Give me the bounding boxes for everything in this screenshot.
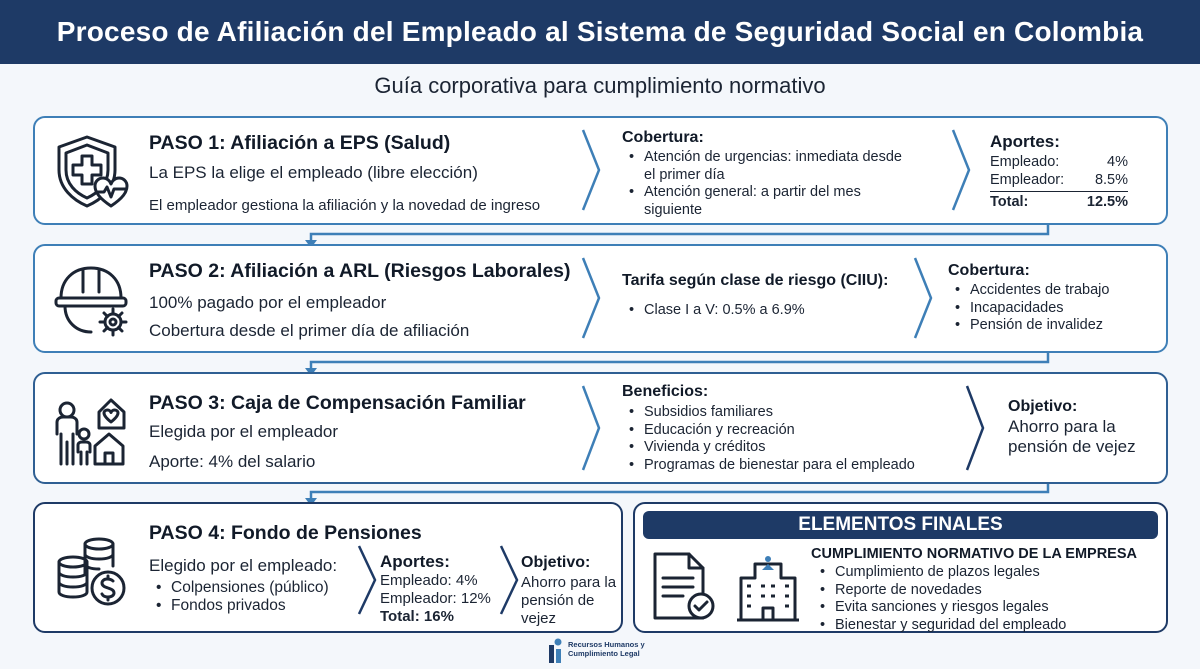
chevron-right-icon xyxy=(911,256,935,340)
step2-rate-title: Tarifa según clase de riesgo (CIIU): xyxy=(622,272,889,289)
list-item: • Educación y recreación xyxy=(622,422,962,440)
step1-card xyxy=(33,116,1168,225)
step2-coverage-list xyxy=(948,282,1158,335)
list-item: • Fondos privados xyxy=(149,597,359,615)
contribution-total: Total: 12.5% xyxy=(990,191,1128,210)
chevron-right-icon xyxy=(579,128,603,212)
step3-objective-title: Objetivo: xyxy=(1008,398,1078,415)
page-title: Proceso de Afiliación del Empleado al Sistema de Seguridad Social en Colombia xyxy=(56,16,1144,47)
step2-coverage-title: Cobertura: xyxy=(948,262,1030,279)
list-item: • Pensión de invalidez xyxy=(948,317,1158,335)
step1-line2: El empleador gestiona la afiliación y la novedad de ingreso xyxy=(149,197,541,214)
step2-line2: Cobertura desde el primer día de afiliación xyxy=(149,321,470,340)
list-item: • Reporte de novedades xyxy=(813,582,1153,600)
page-subtitle: Guía corporativa para cumplimiento normativo xyxy=(374,73,826,98)
step4-objective-line: pensión de xyxy=(521,592,595,609)
step3-title: PASO 3: Caja de Compensación Familiar xyxy=(149,392,526,414)
step4-options-list xyxy=(149,579,359,614)
chevron-right-icon xyxy=(355,544,379,616)
chevron-right-icon xyxy=(497,544,521,616)
step4-objective-title: Objetivo: xyxy=(521,554,591,571)
connector-2-3 xyxy=(311,353,1048,371)
step4-card xyxy=(33,502,623,633)
list-item: • Cumplimiento de plazos legales xyxy=(813,564,1153,582)
list-item: • Incapacidades xyxy=(948,300,1158,318)
step1-coverage-list xyxy=(622,149,952,219)
step2-card xyxy=(33,244,1168,353)
step3-line2: Aporte: 4% del salario xyxy=(149,452,316,471)
coins-dollar-icon xyxy=(53,532,133,610)
list-item: • Vivienda y créditos xyxy=(622,439,962,457)
connector-1-2 xyxy=(311,225,1048,243)
chevron-right-icon xyxy=(949,128,973,212)
step4-objective-line: vejez xyxy=(521,610,557,627)
footer-logo-line: Cumplimiento Legal xyxy=(568,649,640,658)
step4-objective-line: Ahorro para la xyxy=(521,574,617,591)
chevron-right-icon xyxy=(963,384,987,472)
step4-contribution-row: Empleador: 12% xyxy=(380,590,491,607)
company-building-icon xyxy=(733,550,803,624)
health-shield-icon xyxy=(51,132,133,210)
list-item: • Programas de bienestar para el empleado xyxy=(622,457,962,475)
chevron-right-icon xyxy=(579,384,603,472)
list-item: • Evita sanciones y riesgos legales xyxy=(813,599,1153,617)
hard-hat-gear-icon xyxy=(53,260,133,338)
contribution-row: Empleador: 8.5% xyxy=(990,172,1128,188)
step4-line1: Elegido por el empleado: xyxy=(149,556,338,575)
step3-objective-line: Ahorro para la xyxy=(1008,417,1116,436)
step1-line1: La EPS la elige el empleado (libre elección) xyxy=(149,163,478,182)
step3-benefits-title: Beneficios: xyxy=(622,383,709,400)
final-heading: CUMPLIMIENTO NORMATIVO DE LA EMPRESA xyxy=(811,546,1137,562)
step4-contribution-total: Total: 16% xyxy=(380,608,454,625)
list-item: • Atención general: a partir del mes siguiente xyxy=(622,184,952,219)
connector-3-4 xyxy=(311,484,1048,501)
step3-benefits-list xyxy=(622,404,962,474)
list-item: • Bienestar y seguridad del empleado xyxy=(813,617,1153,635)
company-logo-icon xyxy=(547,637,567,665)
final-elements-card xyxy=(633,502,1168,633)
document-check-icon xyxy=(649,550,719,624)
final-items-list xyxy=(813,564,1153,634)
list-item: • Subsidios familiares xyxy=(622,404,962,422)
step3-line1: Elegida por el empleador xyxy=(149,422,339,441)
list-item: • Colpensiones (público) xyxy=(149,579,359,597)
list-item: • Atención de urgencias: inmediata desde el primer día xyxy=(622,149,952,184)
step3-card xyxy=(33,372,1168,484)
footer-logo-line: Recursos Humanos y xyxy=(568,640,645,649)
step2-title: PASO 2: Afiliación a ARL (Riesgos Laborales) xyxy=(149,260,571,282)
step4-contributions-title: Aportes: xyxy=(380,552,450,571)
footer-logo-text xyxy=(568,640,645,658)
step1-contributions-title: Aportes: xyxy=(990,132,1060,151)
step4-contribution-row: Empleado: 4% xyxy=(380,572,478,589)
step3-objective-line: pensión de vejez xyxy=(1008,437,1136,456)
step1-coverage-title: Cobertura: xyxy=(622,129,704,146)
contribution-row: Empleado: 4% xyxy=(990,154,1128,170)
step4-title: PASO 4: Fondo de Pensiones xyxy=(149,522,422,544)
list-item: • Accidentes de trabajo xyxy=(948,282,1158,300)
final-banner: ELEMENTOS FINALES xyxy=(643,511,1158,539)
step1-title: PASO 1: Afiliación a EPS (Salud) xyxy=(149,132,451,154)
step2-rate-list xyxy=(622,302,922,320)
list-item: • Clase I a V: 0.5% a 6.9% xyxy=(622,302,922,320)
family-home-icon xyxy=(51,390,131,468)
step2-line1: 100% pagado por el empleador xyxy=(149,293,387,312)
chevron-right-icon xyxy=(579,256,603,340)
